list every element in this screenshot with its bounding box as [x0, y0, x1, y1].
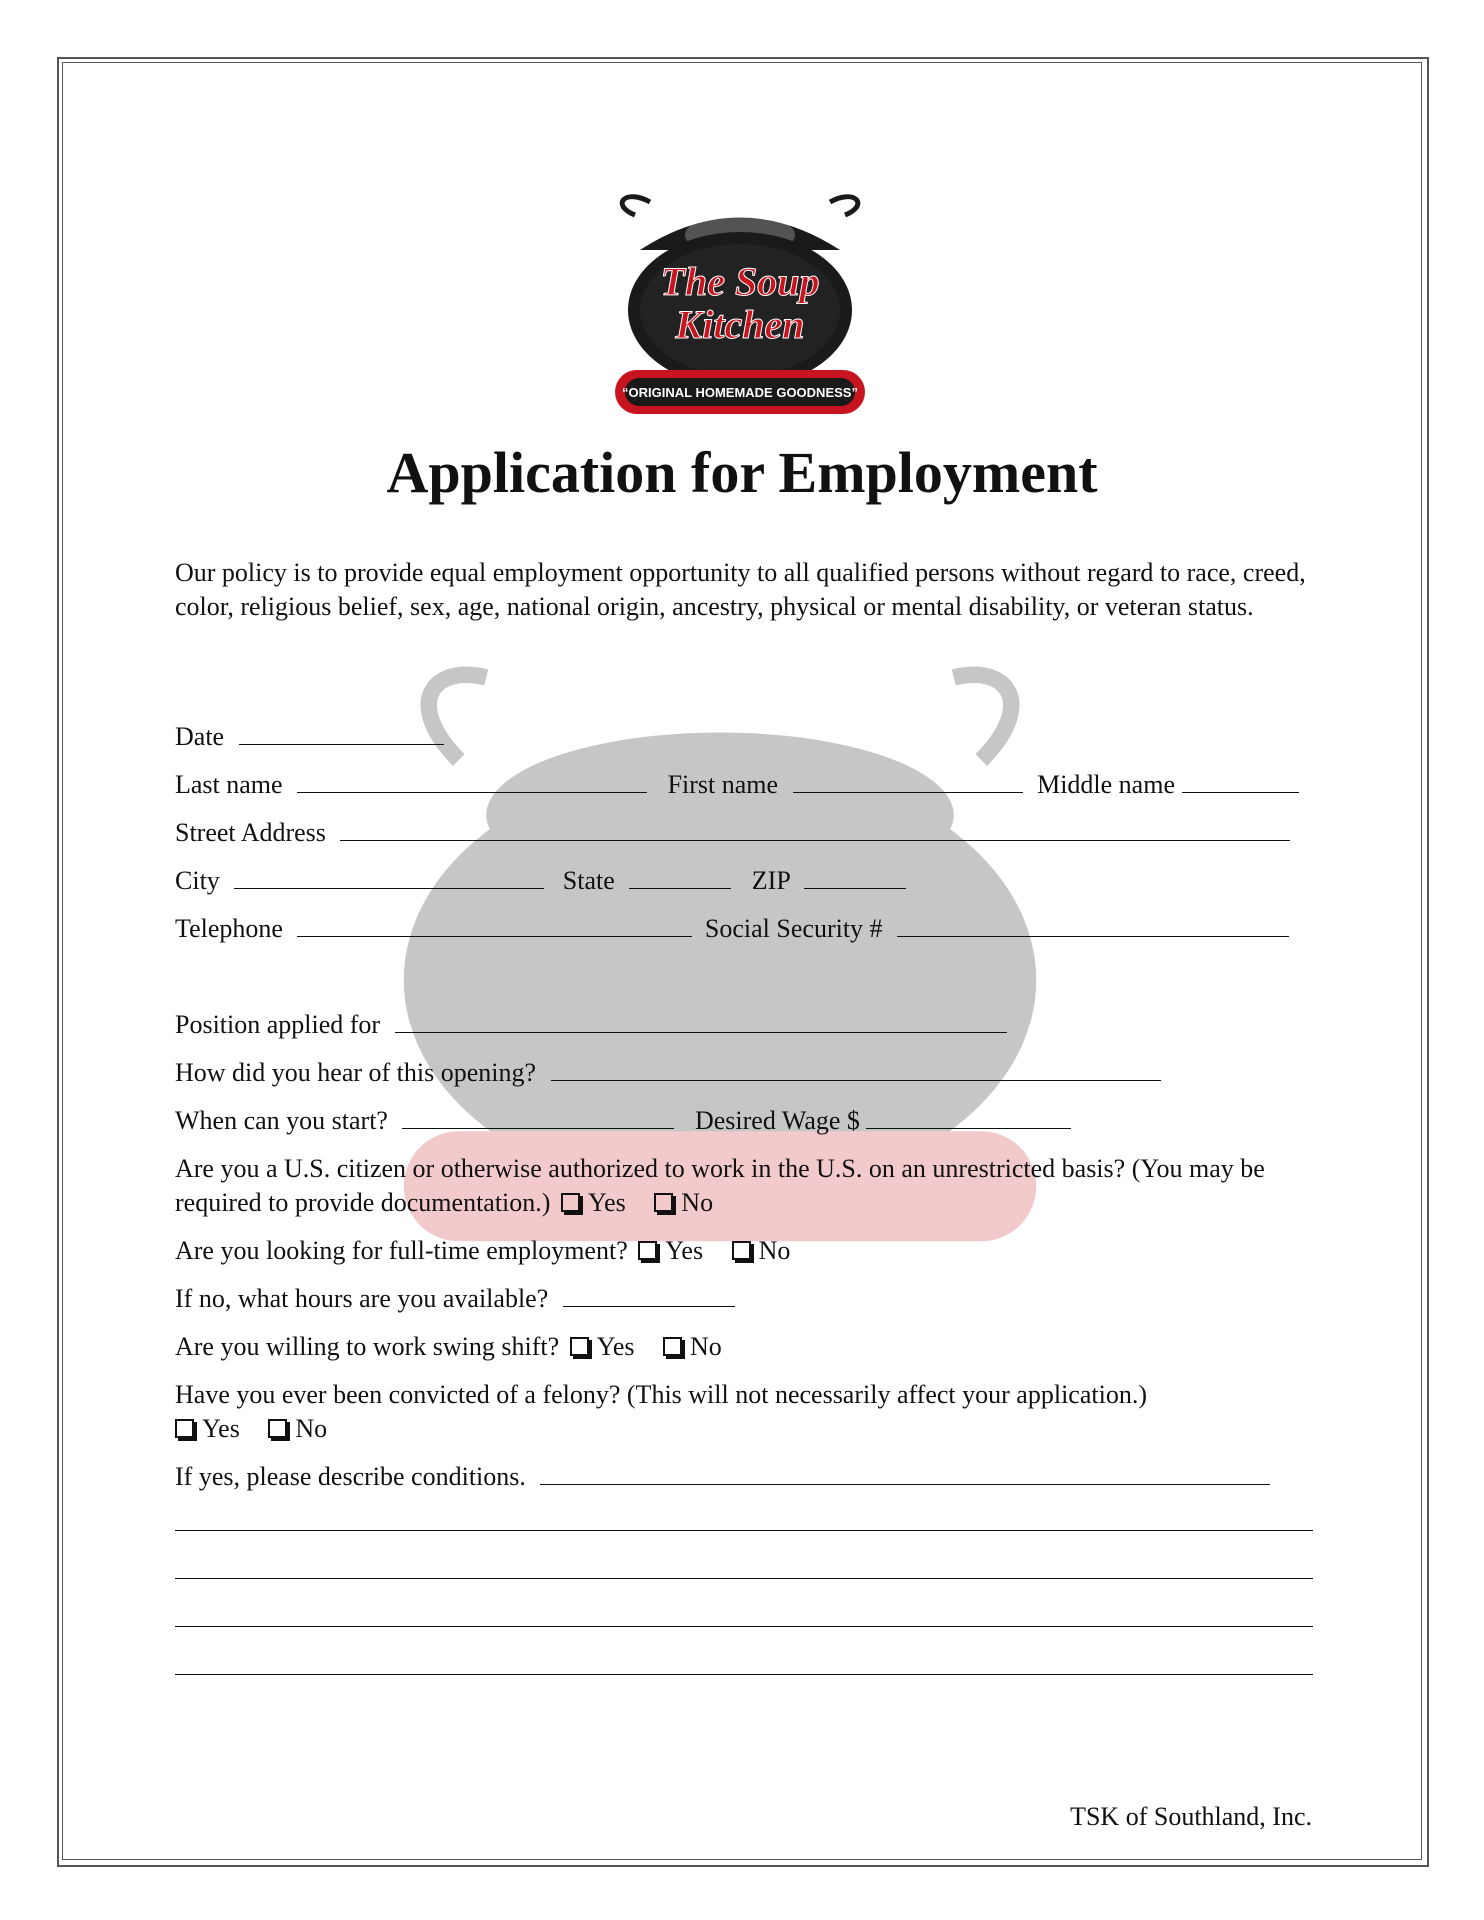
- fulltime-yes-checkbox[interactable]: [638, 1241, 657, 1260]
- swing-row: [175, 1330, 722, 1364]
- zip-label: ZIP: [751, 866, 790, 895]
- ssn-label: Social Security #: [704, 914, 883, 943]
- citizen-yes-checkbox[interactable]: [561, 1193, 580, 1212]
- city-field[interactable]: [234, 864, 544, 889]
- wage-field[interactable]: [866, 1104, 1071, 1129]
- wage-label: Desired Wage $: [694, 1106, 860, 1135]
- describe-row: [175, 1460, 1270, 1494]
- felony-yes-label: Yes: [202, 1414, 240, 1443]
- fulltime-no-label: No: [758, 1236, 791, 1265]
- citizen-question: [175, 1152, 1325, 1220]
- name-row: [175, 768, 1299, 802]
- position-label: Position applied for: [175, 1010, 381, 1039]
- describe-line-4[interactable]: [175, 1674, 1313, 1675]
- telephone-row: [175, 912, 1289, 946]
- felony-question: [175, 1378, 1325, 1446]
- date-row: [175, 720, 444, 754]
- hear-label: How did you hear of this opening?: [175, 1058, 537, 1087]
- citizen-yes-label: Yes: [587, 1188, 626, 1217]
- felony-question-text: Have you ever been convicted of a felony? (This will not necessarily affect your application.): [175, 1380, 1147, 1409]
- hours-field[interactable]: [563, 1282, 735, 1307]
- zip-field[interactable]: [804, 864, 906, 889]
- citizen-no-label: No: [681, 1188, 714, 1217]
- hear-row: [175, 1056, 1161, 1090]
- logo-text-line2: Kitchen: [675, 302, 805, 347]
- swing-no-checkbox[interactable]: [663, 1337, 682, 1356]
- ssn-field[interactable]: [897, 912, 1289, 937]
- middle-name-field[interactable]: [1182, 768, 1299, 793]
- last-name-label: Last name: [175, 770, 283, 799]
- date-field[interactable]: [239, 720, 444, 745]
- fulltime-row: [175, 1234, 790, 1268]
- equal-opportunity-policy: Our policy is to provide equal employment opportunity to all qualified persons without regard to race, creed, color, religious belief, sex, age, national origin, ancestry, physical or mental disability, or veteran status.: [175, 558, 1306, 621]
- start-label: When can you start?: [175, 1106, 388, 1135]
- address-row: [175, 816, 1290, 850]
- swing-yes-label: Yes: [596, 1332, 635, 1361]
- describe-line-1[interactable]: [175, 1530, 1313, 1531]
- fulltime-question-text: Are you looking for full-time employment?: [175, 1236, 628, 1265]
- logo-text-line1: The Soup: [660, 259, 820, 304]
- felony-no-label: No: [295, 1414, 328, 1443]
- state-label: State: [562, 866, 615, 895]
- first-name-field[interactable]: [793, 768, 1023, 793]
- citizen-question-text: Are you a U.S. citizen or otherwise authorized to work in the U.S. on an unrestricted basis? (You may be required to provide documentation.): [175, 1154, 1265, 1217]
- position-row: [175, 1008, 1007, 1042]
- last-name-field[interactable]: [297, 768, 647, 793]
- describe-field[interactable]: [540, 1460, 1270, 1485]
- fulltime-no-checkbox[interactable]: [732, 1241, 751, 1260]
- hours-row: [175, 1282, 735, 1316]
- telephone-label: Telephone: [175, 914, 283, 943]
- felony-no-checkbox[interactable]: [268, 1419, 287, 1438]
- middle-name-label: Middle name: [1037, 770, 1175, 799]
- felony-yes-checkbox[interactable]: [175, 1419, 194, 1438]
- describe-line-3[interactable]: [175, 1626, 1313, 1627]
- start-row: [175, 1104, 1071, 1138]
- position-field[interactable]: [395, 1008, 1007, 1033]
- hours-label: If no, what hours are you available?: [175, 1284, 549, 1313]
- state-field[interactable]: [629, 864, 731, 889]
- street-address-label: Street Address: [175, 818, 326, 847]
- hear-field[interactable]: [551, 1056, 1161, 1081]
- logo-tagline: “ORIGINAL HOMEMADE GOODNESS”: [622, 385, 858, 400]
- date-label: Date: [175, 722, 225, 751]
- citizen-no-checkbox[interactable]: [654, 1193, 673, 1212]
- telephone-field[interactable]: [297, 912, 692, 937]
- first-name-label: First name: [667, 770, 779, 799]
- city-label: City: [175, 866, 220, 895]
- soup-kitchen-logo: [605, 190, 875, 430]
- swing-question-text: Are you willing to work swing shift?: [175, 1332, 560, 1361]
- street-address-field[interactable]: [340, 816, 1290, 841]
- fulltime-yes-label: Yes: [665, 1236, 704, 1265]
- describe-line-2[interactable]: [175, 1578, 1313, 1579]
- describe-label: If yes, please describe conditions.: [175, 1462, 526, 1491]
- start-field[interactable]: [402, 1104, 674, 1129]
- swing-yes-checkbox[interactable]: [570, 1337, 589, 1356]
- city-row: [175, 864, 906, 898]
- swing-no-label: No: [690, 1332, 722, 1361]
- page-title: Application for Employment: [386, 440, 1098, 505]
- company-footer: TSK of Southland, Inc.: [1070, 1802, 1312, 1831]
